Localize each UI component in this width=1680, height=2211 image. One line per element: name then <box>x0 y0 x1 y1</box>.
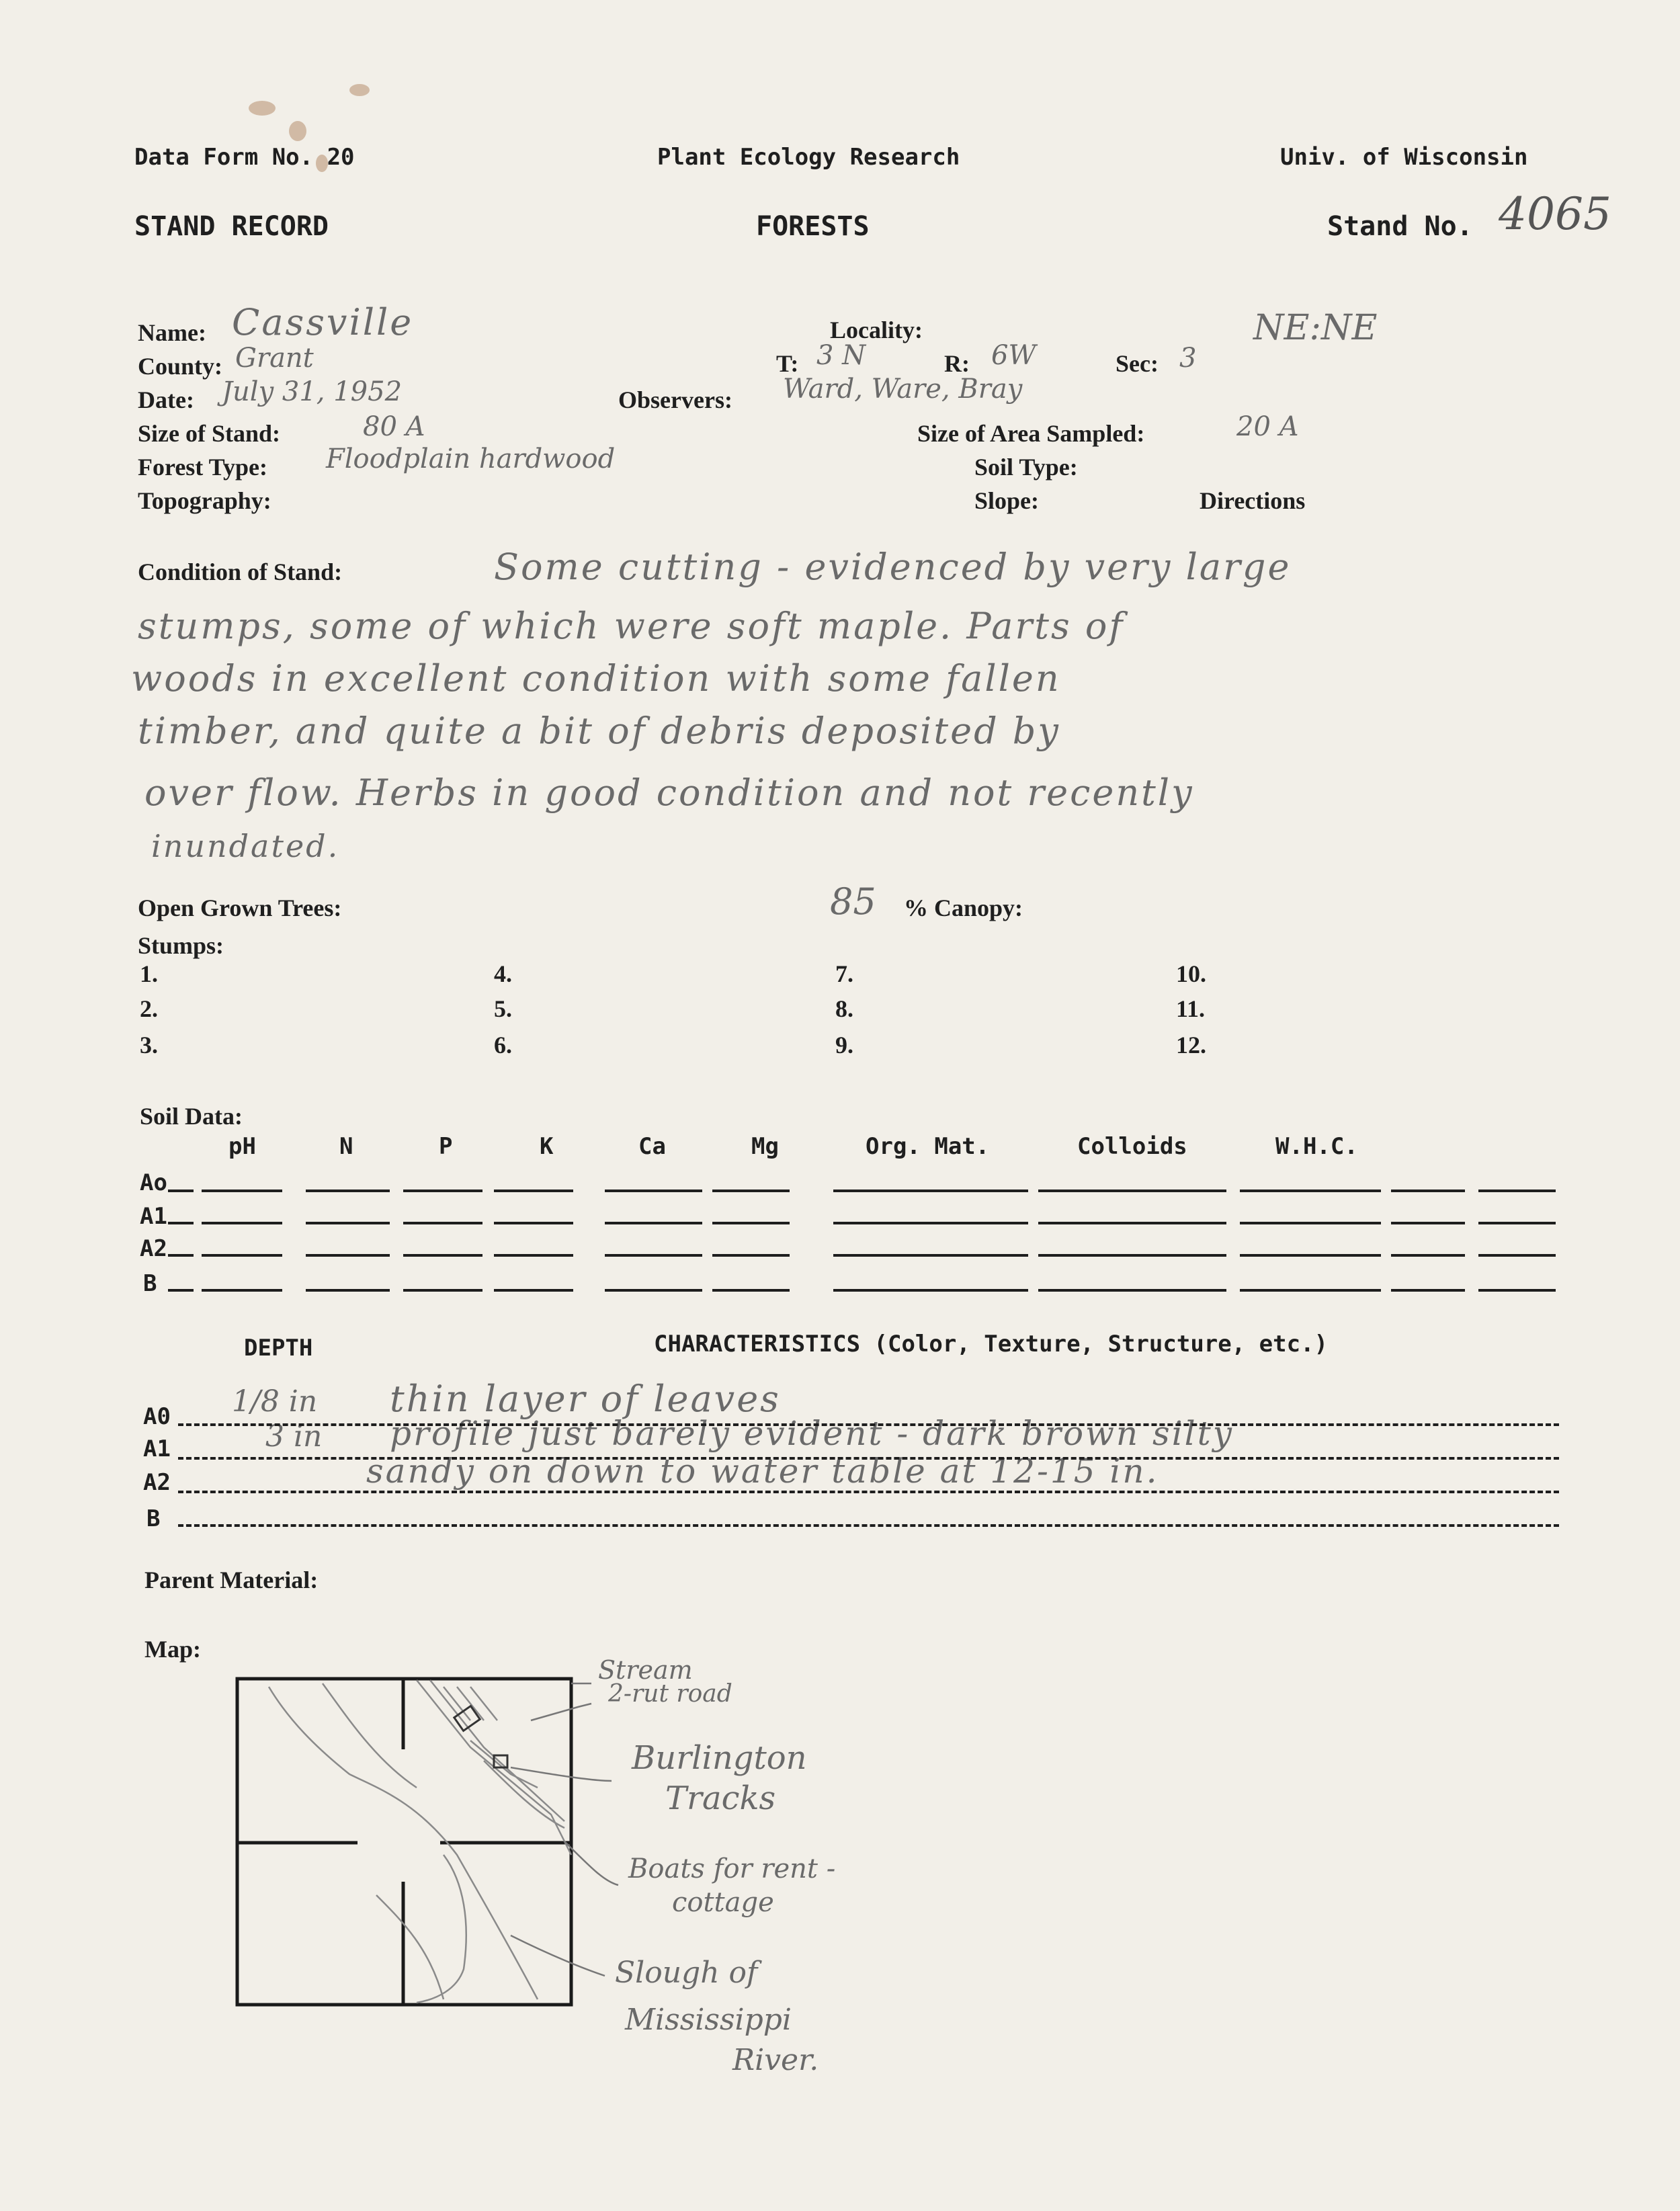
slope-label: Slope: <box>974 487 1040 514</box>
stumps-label: Stumps: <box>138 932 224 959</box>
stump-number: 3. <box>140 1032 158 1058</box>
condition-line: timber, and quite a bit of debris deposited by <box>138 710 1060 752</box>
condition-line: over flow. Herbs in good condition and not recently <box>144 771 1194 814</box>
stump-number: 10. <box>1176 960 1206 987</box>
depth-header: DEPTH <box>244 1335 313 1362</box>
soil-row-label: B <box>143 1270 157 1297</box>
soil-column-header: pH <box>228 1133 256 1160</box>
name-value: Cassville <box>232 301 414 343</box>
observers-value: Ward, Ware, Bray <box>783 374 1023 405</box>
map-annotation-tracks: Tracks <box>665 1780 776 1817</box>
condition-line: stumps, some of which were soft maple. Parts of <box>138 605 1125 647</box>
profile-row-label: A0 <box>143 1403 171 1430</box>
map-annotation-river: River. <box>732 2043 819 2077</box>
stump-number: 6. <box>494 1032 512 1058</box>
map-annotation-road: 2-rut road <box>608 1680 732 1708</box>
date-value: July 31, 1952 <box>222 376 403 407</box>
observers-label: Observers: <box>618 386 732 413</box>
condition-line: Some cutting - evidenced by very large <box>494 546 1292 588</box>
soil-column-header: P <box>439 1133 453 1160</box>
canopy-label: % Canopy: <box>904 894 1023 921</box>
soil-column-header: W.H.C. <box>1275 1133 1358 1160</box>
county-label: County: <box>138 353 223 380</box>
soil-column-header: Colloids <box>1077 1133 1187 1160</box>
map-annotation-mississippi: Mississippi <box>625 2003 792 2037</box>
stand-size-label: Size of Stand: <box>138 420 281 447</box>
locality-label: Locality: <box>830 317 923 343</box>
map-annotation-stream: Stream <box>598 1655 693 1685</box>
stump-number: 12. <box>1176 1032 1206 1058</box>
form-number: Data Form No. 20 <box>134 144 355 171</box>
stand-size-value: 80 A <box>363 411 425 442</box>
range-label: R: <box>944 350 970 377</box>
parent-material-label: Parent Material: <box>144 1567 319 1593</box>
condition-label: Condition of Stand: <box>138 558 343 585</box>
map-label: Map: <box>144 1636 201 1663</box>
map-annotation-burlington: Burlington <box>632 1739 807 1777</box>
university-name: Univ. of Wisconsin <box>1280 144 1528 171</box>
soil-row-label: A1 <box>140 1203 167 1230</box>
profile-text: thin layer of leaves <box>390 1378 781 1420</box>
date-label: Date: <box>138 386 194 413</box>
stump-number: 2. <box>140 995 158 1022</box>
area-sampled-value: 20 A <box>1236 411 1299 442</box>
profile-text: profile just barely evident - dark brown silty <box>390 1414 1234 1453</box>
stump-number: 7. <box>835 960 853 987</box>
profile-row-label: A2 <box>143 1469 171 1496</box>
characteristics-header: CHARACTERISTICS (Color, Texture, Structure, etc.) <box>654 1331 1329 1358</box>
record-type: STAND RECORD <box>134 211 329 242</box>
soil-column-header: N <box>339 1133 353 1160</box>
stump-number: 4. <box>494 960 512 987</box>
section-value: 3 <box>1179 343 1197 374</box>
condition-line: inundated. <box>151 828 340 864</box>
stump-number: 5. <box>494 995 512 1022</box>
soil-column-header: Ca <box>638 1133 666 1160</box>
profile-row-label: A1 <box>143 1435 171 1462</box>
forest-type-value: Floodplain hardwood <box>326 444 616 474</box>
locality-value: NE:NE <box>1253 308 1378 348</box>
map-annotation-cottage: cottage <box>672 1887 774 1918</box>
open-grown-label: Open Grown Trees: <box>138 894 342 921</box>
county-value: Grant <box>235 343 314 374</box>
condition-line: woods in excellent condition with some fallen <box>131 657 1061 700</box>
map-annotation-boats: Boats for rent - <box>628 1853 836 1884</box>
directions-label: Directions <box>1200 487 1306 514</box>
soil-data-label: Soil Data: <box>140 1103 243 1130</box>
map-leaders <box>511 1683 618 1976</box>
profile-row-label: B <box>146 1505 161 1532</box>
forests-heading: FORESTS <box>756 211 870 242</box>
township-label: T: <box>776 350 799 377</box>
township-value: 3 N <box>816 340 866 371</box>
canopy-value: 85 <box>830 880 876 923</box>
profile-depth: 3 in <box>265 1419 323 1454</box>
forest-type-label: Forest Type: <box>138 454 267 481</box>
soil-type-label: Soil Type: <box>974 454 1078 481</box>
name-label: Name: <box>138 319 206 346</box>
map-annotation-slough: Slough of <box>615 1956 758 1990</box>
stump-number: 1. <box>140 960 158 987</box>
range-value: 6W <box>991 340 1036 371</box>
stump-number: 11. <box>1176 995 1206 1022</box>
soil-column-header: K <box>540 1133 554 1160</box>
soil-row-label: Ao <box>140 1169 167 1196</box>
section-label: Sec: <box>1116 350 1159 377</box>
soil-column-header: Org. Mat. <box>866 1133 990 1160</box>
stump-number: 8. <box>835 995 853 1022</box>
stump-number: 9. <box>835 1032 853 1058</box>
stand-no-label: Stand No. <box>1327 211 1473 242</box>
soil-row-label: A2 <box>140 1235 167 1262</box>
area-sampled-label: Size of Area Sampled: <box>917 420 1145 447</box>
research-title: Plant Ecology Research <box>657 144 960 171</box>
profile-text: sandy on down to water table at 12-15 in. <box>366 1452 1159 1491</box>
soil-column-header: Mg <box>751 1133 779 1160</box>
profile-depth: 1/8 in <box>232 1384 318 1419</box>
topography-label: Topography: <box>138 487 271 514</box>
stand-no-value: 4065 <box>1499 188 1611 240</box>
